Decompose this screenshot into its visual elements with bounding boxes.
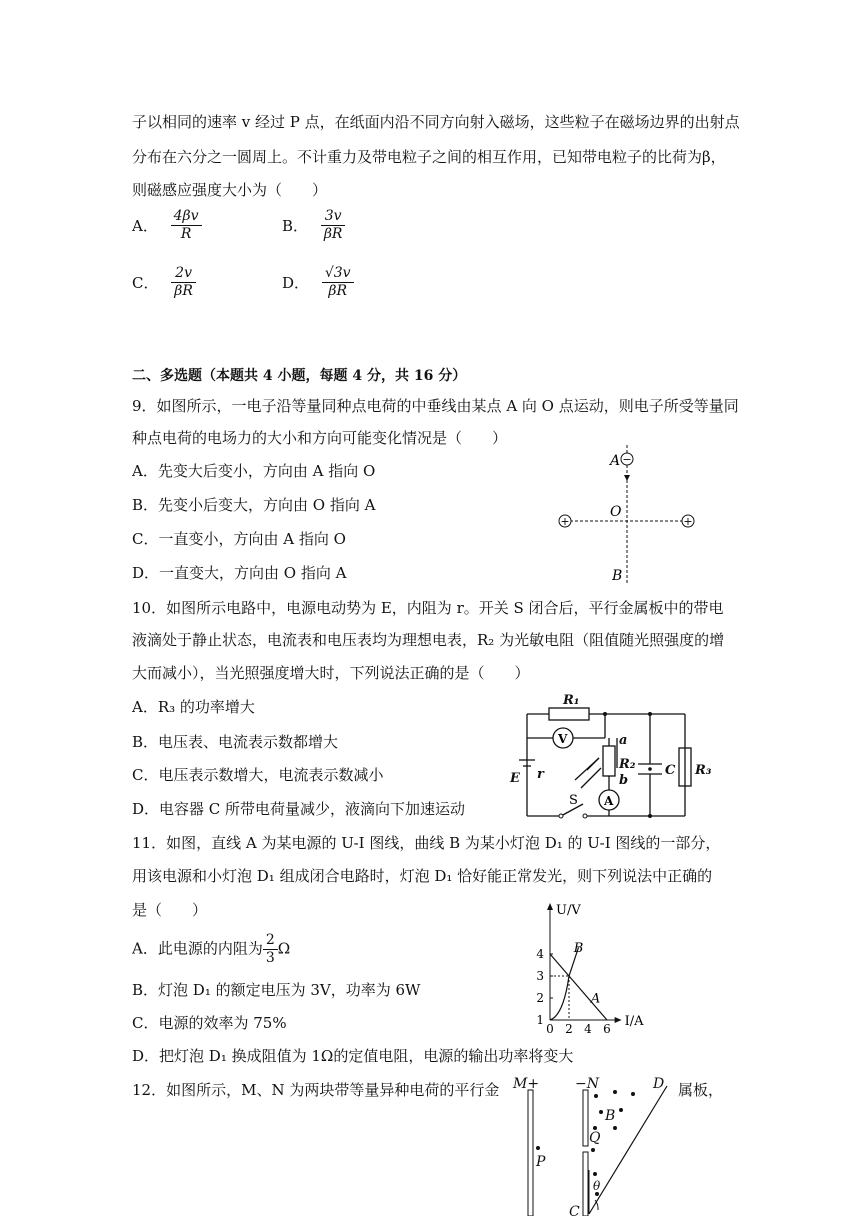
q9-option-c: C．一直变小，方向由 A 指向 O bbox=[132, 530, 346, 548]
q11-line-1: 11．如图，直线 A 为某电源的 U-I 图线，曲线 B 为某小灯泡 D₁ 的 U-I 图线的一部分， bbox=[132, 834, 721, 852]
q10-option-a: A．R₃ 的功率增大 bbox=[132, 698, 255, 716]
q8-line-1: 子以相同的速率 v 经过 P 点，在纸面内沿不同方向射入磁场，这些粒子在磁场边界的出射点 bbox=[132, 113, 740, 131]
q9-figure bbox=[550, 445, 710, 585]
label-s: S bbox=[569, 793, 578, 808]
q12-figure bbox=[505, 1070, 695, 1216]
q8-line-3: 则磁感应强度大小为（ ） bbox=[132, 181, 328, 199]
label-r3: R₃ bbox=[695, 763, 712, 778]
svg-text:−: − bbox=[622, 453, 632, 466]
label-p: P bbox=[536, 1154, 546, 1170]
q9-option-d: D．一直变大，方向由 O 指向 A bbox=[132, 564, 347, 582]
y-tick-label: 3 bbox=[536, 969, 544, 983]
q9-option-b: B．先变小后变大，方向由 O 指向 A bbox=[132, 496, 376, 514]
label-n: −N bbox=[575, 1076, 599, 1092]
fraction: $\frac{4\beta v}{R}$ bbox=[171, 208, 202, 243]
q11-line-2: 用该电源和小灯泡 D₁ 组成闭合电路时，灯泡 D₁ 恰好能正常发光，则下列说法中正确的 bbox=[132, 867, 713, 885]
x-axis-label: I/A bbox=[624, 1014, 644, 1029]
q10-option-c: C．电压表示数增大，电流表示数减小 bbox=[132, 766, 384, 784]
q9-line-2: 种点电荷的电场力的大小和方向可能变化情况是（ ） bbox=[132, 429, 508, 447]
q8-line-2: 分布在六分之一圆周上。不计重力及带电粒子之间的相互作用，已知带电粒子的比荷为β， bbox=[132, 148, 726, 166]
fraction: $\frac{2}{3}$ bbox=[263, 932, 278, 967]
x-axis-arrow bbox=[615, 1017, 622, 1023]
q8-option-a bbox=[132, 208, 202, 243]
label-r: r bbox=[537, 767, 544, 782]
option-label: B． bbox=[282, 217, 309, 235]
svg-text:+: + bbox=[683, 515, 693, 528]
section-heading: 二、多选题（本题共 4 小题，每题 4 分，共 16 分） bbox=[132, 368, 467, 384]
label-b: B bbox=[605, 1108, 616, 1124]
series-a-line bbox=[550, 954, 607, 1020]
ammeter-icon: A bbox=[604, 794, 614, 808]
label-e: E bbox=[510, 771, 520, 786]
y-axis-label: U/V bbox=[556, 903, 581, 918]
q10-line-2: 液滴处于静止状态，电流表和电压表均为理想电表，R₂ 为光敏电阻（阻值随光照强度的增 bbox=[132, 631, 725, 649]
q9-option-a: A．先变大后变小，方向由 A 指向 O bbox=[132, 462, 376, 480]
q10-line-3: 大而减小），当光照强度增大时，下列说法正确的是（ ） bbox=[132, 664, 530, 682]
q8-option-d bbox=[282, 265, 354, 300]
label-c: C bbox=[569, 1204, 580, 1216]
label-a: a bbox=[619, 733, 628, 748]
label-r2: R₂ bbox=[619, 757, 636, 772]
label-m: M+ bbox=[513, 1076, 540, 1092]
y-axis-arrow bbox=[547, 903, 553, 910]
label-c: C bbox=[665, 763, 676, 778]
series-a-label: A bbox=[590, 991, 601, 1007]
option-label: C． bbox=[132, 274, 159, 292]
x-tick-label: 4 bbox=[584, 1022, 592, 1036]
label-q: Q bbox=[589, 1130, 601, 1146]
x-tick-label: 2 bbox=[565, 1022, 573, 1036]
arrow-down-icon bbox=[624, 475, 630, 481]
q11-line-3: 是（ ） bbox=[132, 901, 208, 919]
label-r1: R₁ bbox=[563, 693, 580, 708]
q10-option-d: D．电容器 C 所带电荷量减少，液滴向下加速运动 bbox=[132, 800, 466, 818]
q9-line-1: 9．如图所示，一电子沿等量同种点电荷的中垂线由某点 A 向 O 点运动，则电子所受等量同 bbox=[132, 397, 739, 415]
q11-option-a bbox=[132, 932, 290, 967]
x-tick-label: 0 bbox=[546, 1022, 554, 1036]
label-theta: θ bbox=[593, 1179, 601, 1193]
q12-line-start: 12．如图所示，M、N 为两块带等量异种电荷的平行金 bbox=[132, 1081, 500, 1099]
fraction: $\frac{3v}{\beta R}$ bbox=[321, 208, 346, 243]
q11-option-b: B．灯泡 D₁ 的额定电压为 3V，功率为 6W bbox=[132, 981, 421, 999]
label-a: A bbox=[610, 453, 621, 469]
q11-ui-chart bbox=[528, 900, 693, 1035]
series-b-label: B bbox=[573, 940, 584, 956]
label-b: B bbox=[612, 568, 623, 584]
q10-circuit bbox=[505, 688, 720, 823]
q10-option-b: B．电压表、电流表示数都增大 bbox=[132, 733, 339, 751]
option-label: D． bbox=[282, 274, 310, 292]
q12-line-end: 属板， bbox=[678, 1081, 724, 1099]
label-b: b bbox=[619, 773, 629, 788]
q8-option-c bbox=[132, 265, 196, 300]
ohm-unit: Ω bbox=[277, 939, 291, 958]
q8-option-b bbox=[282, 208, 345, 243]
label-o: O bbox=[610, 504, 622, 520]
y-tick-label: 1 bbox=[536, 1013, 544, 1027]
svg-text:+: + bbox=[560, 515, 570, 528]
fraction: $\frac{√3v}{\beta R}$ bbox=[322, 265, 354, 300]
q10-line-1: 10．如图所示电路中，电源电动势为 E，内阻为 r。开关 S 闭合后，平行金属板中的带电 bbox=[132, 599, 724, 617]
x-tick-label: 6 bbox=[603, 1022, 611, 1036]
voltmeter-icon: V bbox=[558, 732, 568, 746]
q11-option-d: D．把灯泡 D₁ 换成阻值为 1Ω的定值电阻，电源的输出功率将变大 bbox=[132, 1047, 574, 1065]
y-tick-label: 2 bbox=[536, 991, 544, 1005]
option-a-text: A．此电源的内阻为 bbox=[132, 939, 263, 958]
fraction: $\frac{2v}{\beta R}$ bbox=[171, 265, 196, 300]
option-label: A． bbox=[132, 217, 158, 235]
q11-option-c: C．电源的效率为 75% bbox=[132, 1014, 287, 1032]
label-d: D bbox=[653, 1076, 665, 1092]
y-tick-label: 4 bbox=[536, 947, 544, 961]
